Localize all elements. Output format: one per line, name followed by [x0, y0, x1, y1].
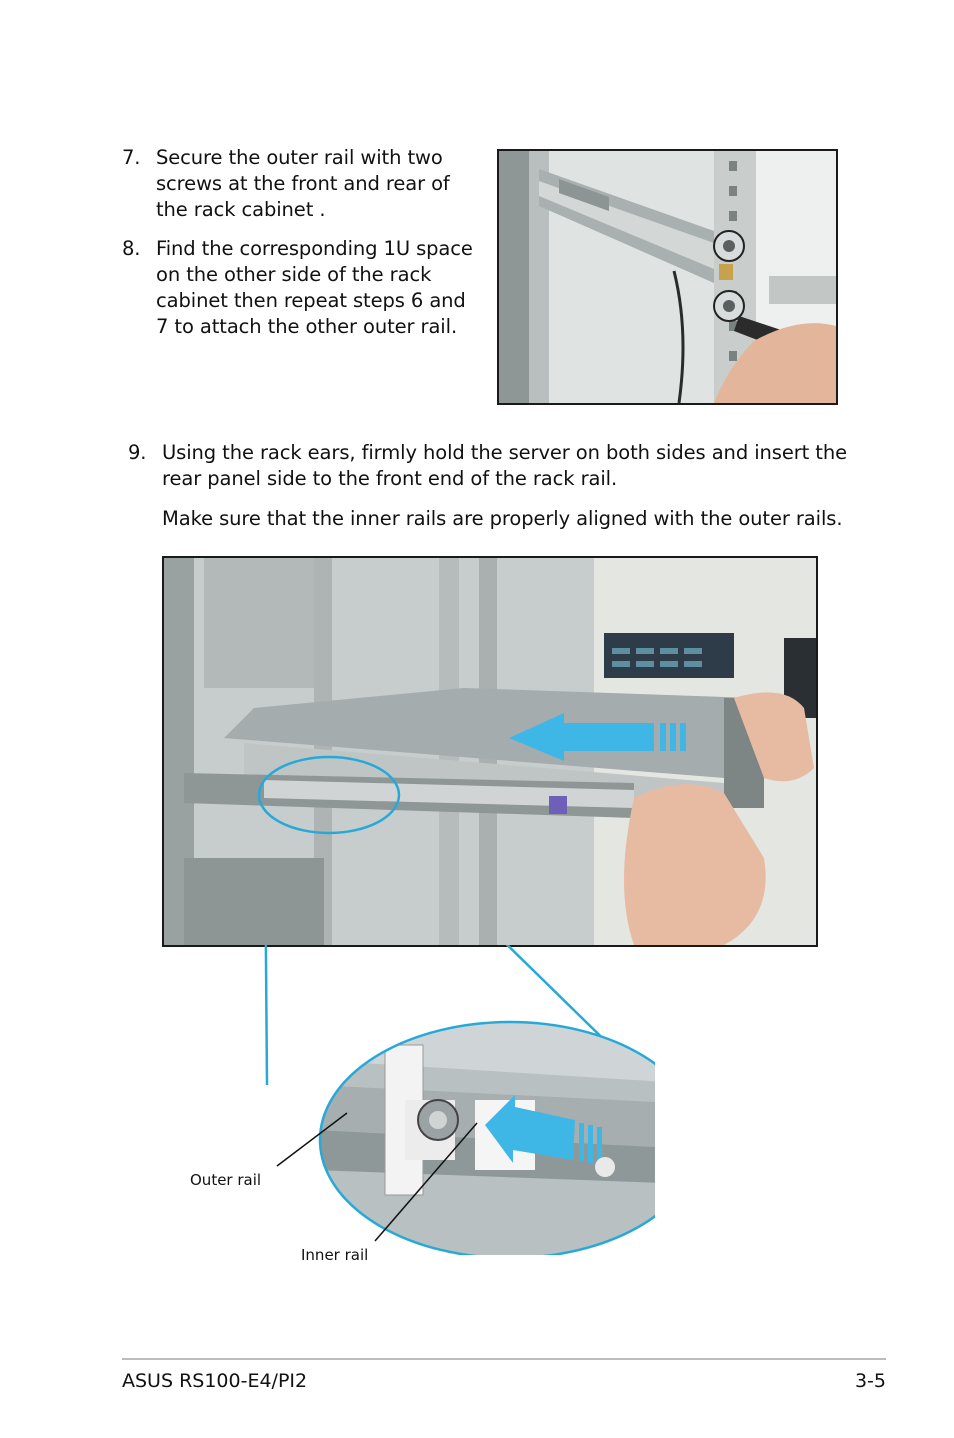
step-9-note: Make sure that the inner rails are properly aligned with the outer rails.: [162, 507, 843, 530]
step-8: [122, 236, 482, 340]
step-8-number: 8.: [122, 237, 141, 260]
step-7-line-1: Secure the outer rail with two: [156, 146, 443, 169]
inner-rail-callout: Inner rail: [301, 1246, 369, 1264]
step-7-line-2: screws at the front and rear of: [156, 172, 450, 195]
outer-rail-callout: Outer rail: [190, 1171, 262, 1189]
step-8-line-1: Find the corresponding 1U space: [156, 237, 473, 260]
step-7-line-3: the rack cabinet .: [156, 198, 326, 221]
footer-page-number: 3-5: [854, 1370, 886, 1392]
server-insertion-illustration: [164, 558, 816, 945]
step-7-number: 7.: [122, 146, 141, 169]
step-9-line-1: Using the rack ears, firmly hold the server on both sides and insert the: [162, 441, 847, 464]
server-insertion-photo: [162, 556, 818, 947]
step-8-line-4: 7 to attach the other outer rail.: [156, 315, 458, 338]
step-9: [128, 440, 848, 492]
step-9-number: 9.: [128, 441, 147, 464]
footer-product-name: ASUS RS100-E4/PI2: [122, 1370, 308, 1392]
step-9-line-2: rear panel side to the front end of the rack rail.: [162, 467, 618, 490]
outer-rail-screw-illustration: [499, 151, 836, 403]
step-7: [122, 145, 482, 223]
rail-zoom-inset: [255, 945, 655, 1255]
outer-rail-screw-photo: [497, 149, 838, 405]
step-8-line-2: on the other side of the rack: [156, 263, 432, 286]
footer-divider: [122, 1358, 886, 1360]
rail-zoom-illustration: [255, 945, 655, 1255]
step-8-line-3: cabinet then repeat steps 6 and: [156, 289, 466, 312]
